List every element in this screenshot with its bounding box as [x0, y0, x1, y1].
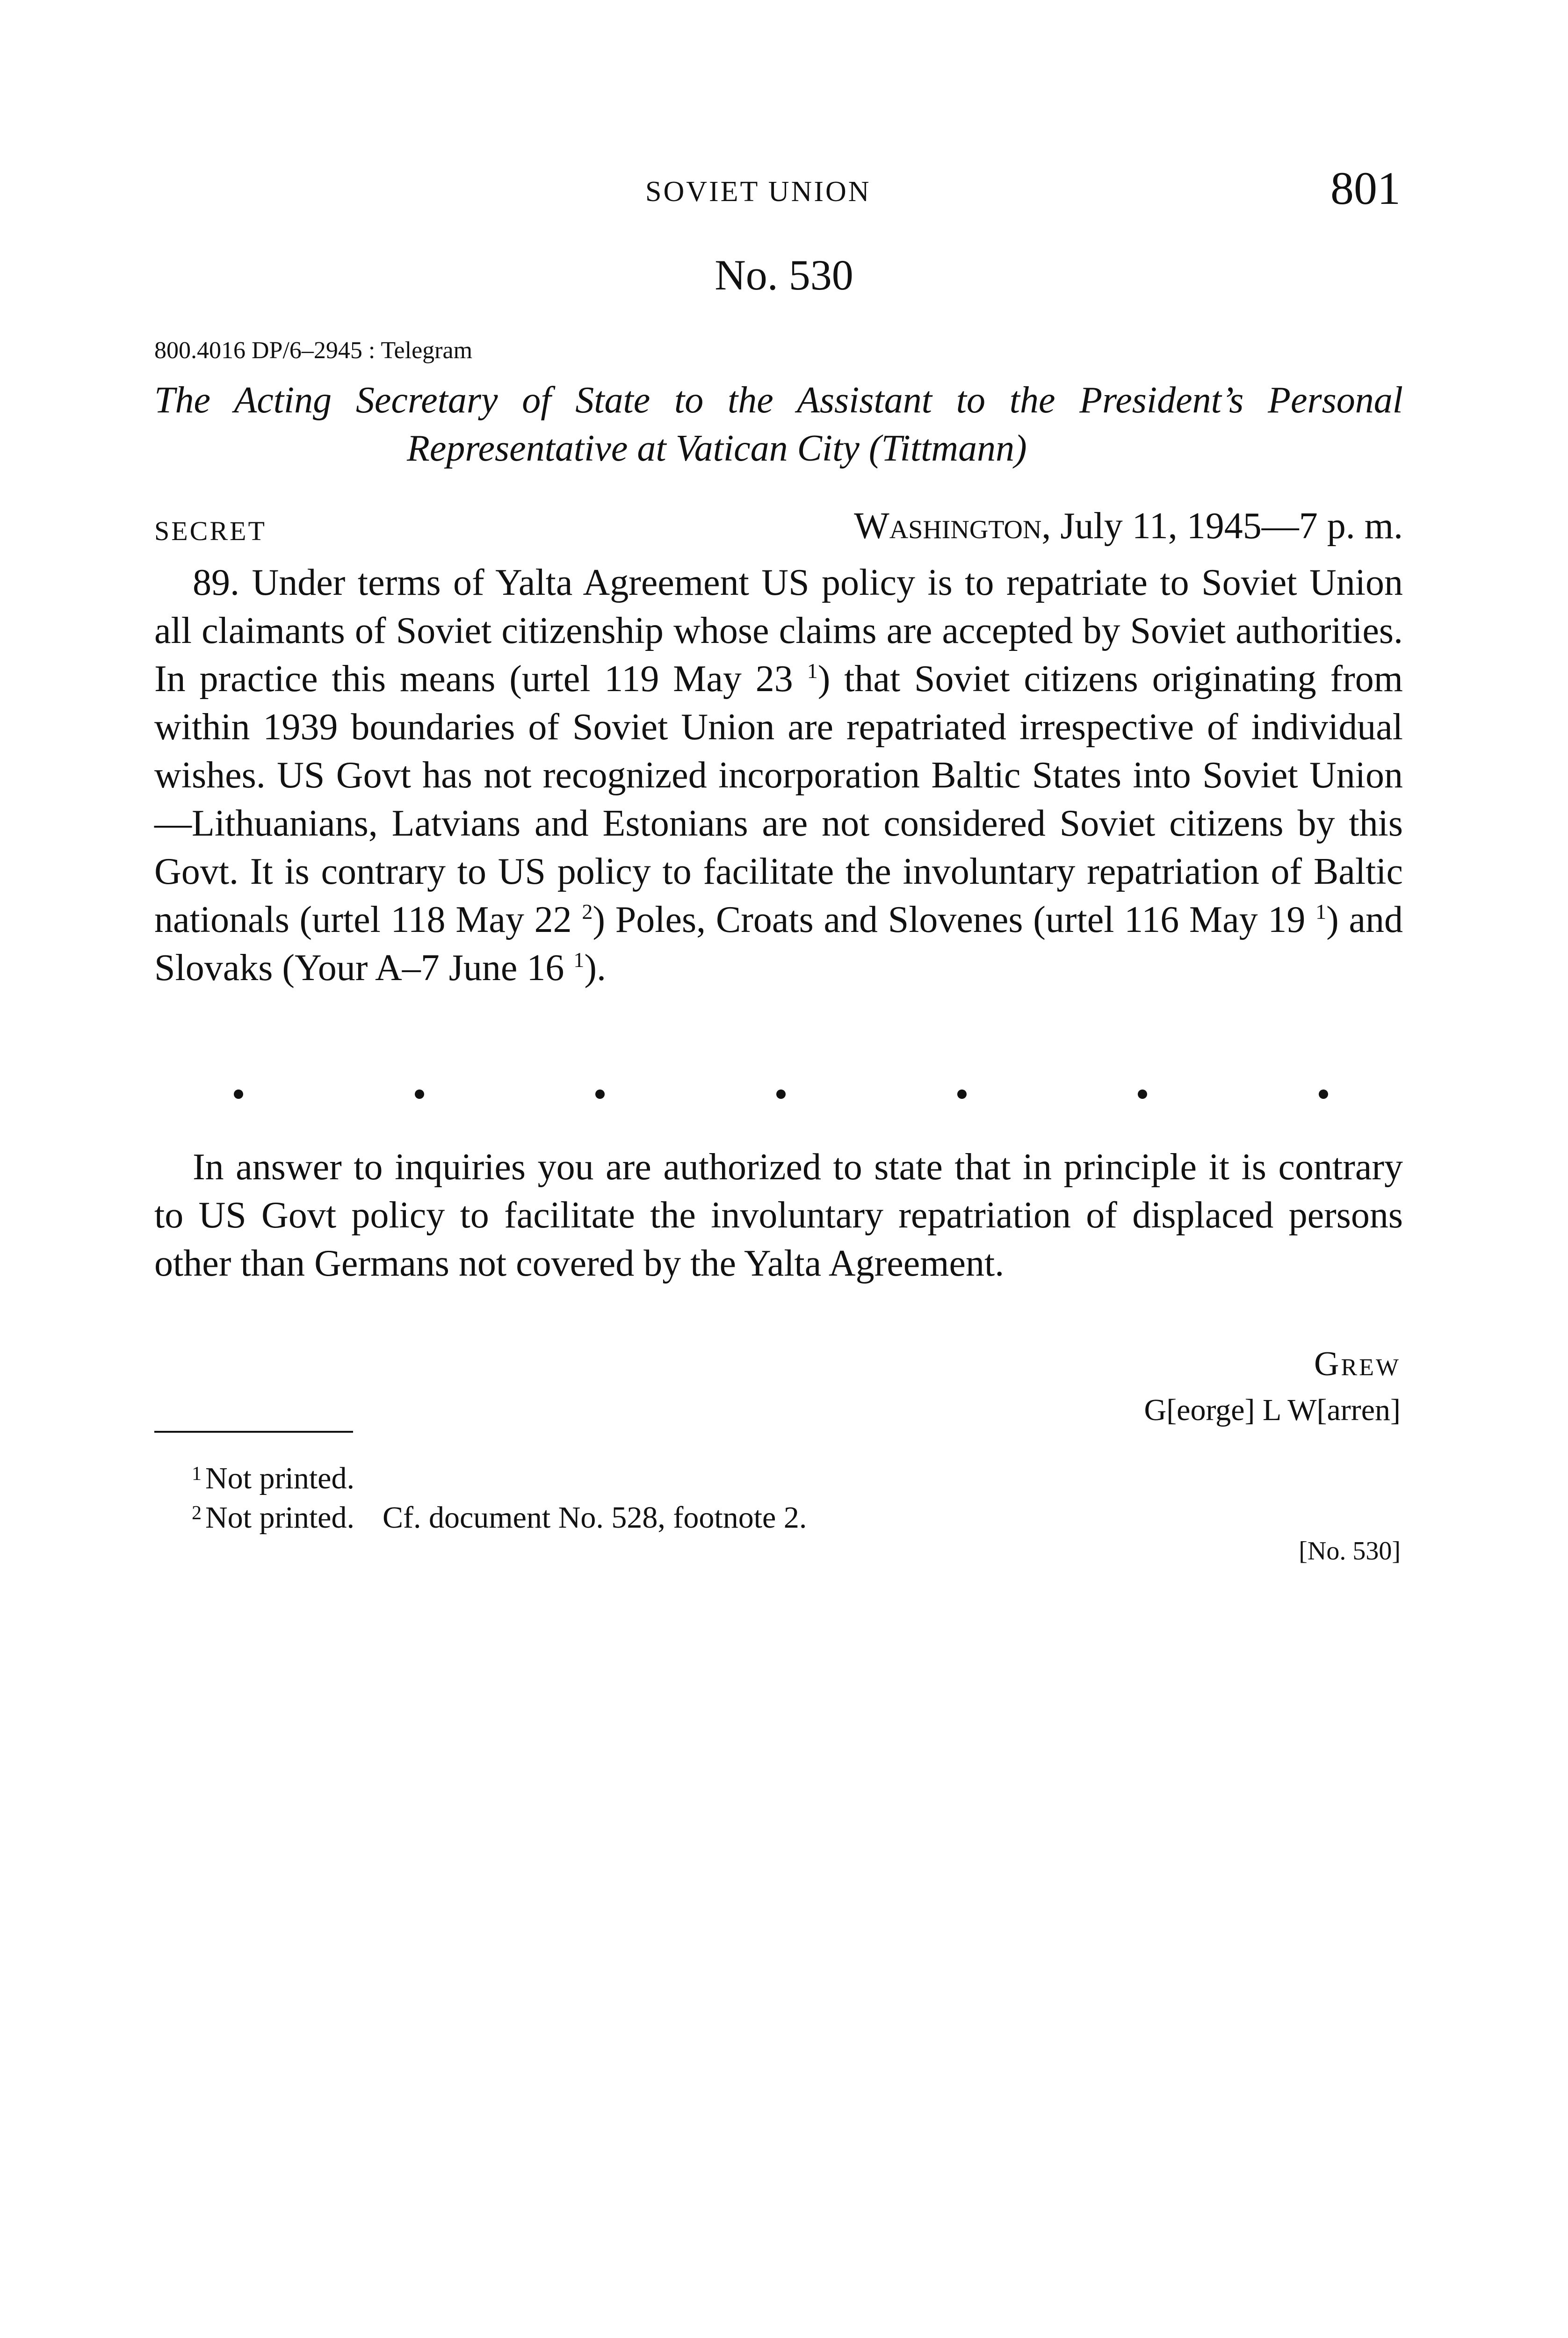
footnote-1 — [192, 1457, 807, 1496]
footnote-1-mark: 1 — [192, 1463, 202, 1485]
omission-dot — [957, 1090, 967, 1099]
signature-name: Grew — [1314, 1345, 1401, 1383]
paragraph-1-text-d: ) and Slovaks (Your A–7 June 16 — [154, 899, 1403, 989]
document-heading — [154, 376, 1403, 473]
footnote-2 — [192, 1496, 807, 1535]
running-head — [0, 161, 1568, 217]
omission-dot — [1319, 1090, 1328, 1099]
running-title: SOVIET UNION — [645, 176, 871, 208]
page-number: 801 — [1330, 162, 1401, 214]
paragraph-1-text-b: ) that Soviet citizens originating from within 1939 boundaries of Soviet Union are repatriated irrespective of individual wishes. US Govt has not recognized incorporation Baltic States into Soviet Union—Lithuanians, Latvians and Estonians are not considered Soviet citizens by this Govt. It is contrary to US policy to facilitate the involuntary repatriation of Baltic nationals (urtel 118 May 22 — [154, 658, 1403, 940]
document-number: No. 530 — [715, 251, 853, 299]
omission-dot — [595, 1090, 605, 1099]
omission-dot — [415, 1090, 424, 1099]
paragraph-1-text-c: ) Poles, Croats and Slovenes (urtel 116 May 19 — [593, 899, 1306, 940]
signature-full-name: G[eorge] L W[arren] — [1144, 1393, 1401, 1427]
dateline-date: July 11, 1945—7 p. m. — [1060, 505, 1403, 547]
footnotes — [192, 1457, 807, 1535]
omission-dot — [234, 1090, 243, 1099]
paragraph-1-text-a: 89. Under terms of Yalta Agreement US policy is to repatriate to Soviet Union all claimants of Soviet citizenship whose claims are accepted by Soviet authorities. In practice this means (urtel 119 May 23 — [154, 562, 1403, 700]
heading-line-1: The Acting Secretary of State to the Assistant to the President’s Personal — [154, 380, 1403, 421]
omission-dot — [776, 1090, 786, 1099]
body-paragraph-2: In answer to inquiries you are authorized to state that in principle it is contrary to US Govt policy to facilitate the involuntary repatriation of displaced persons other than Germans not covered by the Yalta Agreement. — [154, 1147, 1403, 1284]
footnote-1-text: Not printed. — [205, 1461, 354, 1495]
paragraph-1-text-e: ). — [584, 947, 607, 989]
footnote-ref-3: 1 — [1315, 900, 1327, 924]
body-paragraph-1 — [154, 559, 1403, 992]
dateline-place: Washington, — [854, 505, 1051, 547]
footnote-ref-4: 1 — [573, 948, 585, 972]
omission-dot — [1138, 1090, 1147, 1099]
footnote-divider — [154, 1431, 353, 1433]
file-reference: 800.4016 DP/6–2945 : Telegram — [154, 337, 473, 364]
footnote-ref-2: 2 — [582, 900, 593, 924]
omission-marks — [234, 1090, 1328, 1099]
signature-block — [1144, 1340, 1401, 1432]
meta-line — [154, 505, 1403, 556]
footnote-2-mark: 2 — [192, 1502, 202, 1524]
dateline — [854, 505, 1403, 548]
page-document-tag: [No. 530] — [1299, 1537, 1401, 1566]
footnote-2-text: Not printed. — [205, 1501, 354, 1535]
footnote-ref-1: 1 — [807, 659, 818, 683]
heading-line-2: Representative at Vatican City (Tittmann) — [407, 428, 1027, 469]
footnote-2-extra: Cf. document No. 528, footnote 2. — [382, 1501, 807, 1535]
classification-label: SECRET — [154, 516, 267, 546]
